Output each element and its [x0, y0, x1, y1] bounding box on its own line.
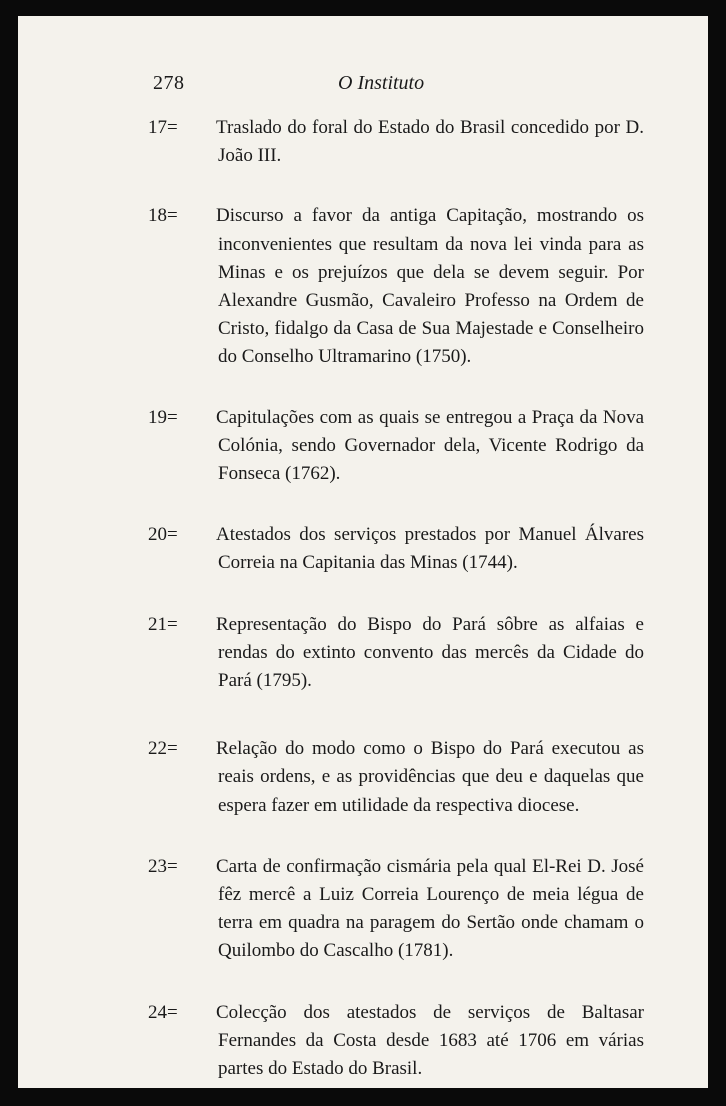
entry-text: Representação do Bispo do Pará sôbre as alfaias e rendas do extinto convento das mercês da Cidade do Pará (1795).	[216, 613, 644, 692]
running-title: O Instituto	[338, 72, 425, 94]
list-item	[148, 735, 644, 820]
list-item	[148, 114, 644, 170]
book-page	[18, 16, 708, 1088]
list-item	[148, 853, 644, 966]
list-item	[148, 521, 644, 577]
list-item	[148, 404, 644, 489]
entry-number: 18=	[148, 205, 178, 227]
list-item	[148, 202, 644, 371]
entry-list	[148, 114, 644, 1083]
entry-text: Discurso a favor da antiga Capitação, mostrando os inconvenientes que resultam da nova lei vinda para as Minas e os prejuízos que dela se devem seguir. Por Alexandre Gusmão, Cavaleiro Professo na Ordem de Cristo, fidalgo da Casa de Sua Majestade e Conselheiro do Conselho Ultramarino (1750).	[216, 205, 644, 368]
entry-text: Capitulações com as quais se entregou a Praça da Nova Colónia, sendo Governador dela, Vicente Rodrigo da Fonseca (1762).	[216, 406, 644, 485]
entry-number: 21=	[148, 613, 178, 635]
page-number: 278	[153, 72, 185, 94]
entry-number: 23=	[148, 855, 178, 877]
list-item	[148, 611, 644, 696]
entry-number: 22=	[148, 738, 178, 760]
entry-number: 19=	[148, 406, 178, 428]
entry-text: Colecção dos atestados de serviços de Baltasar Fernandes da Costa desde 1683 até 1706 em várias partes do Estado do Brasil.	[216, 1001, 644, 1080]
entry-number: 24=	[148, 1001, 178, 1023]
list-item	[148, 999, 644, 1084]
entry-text: Relação do modo como o Bispo do Pará executou as reais ordens, e as providências que deu e daquelas que espera fazer em utilidade da respectiva diocese.	[216, 738, 644, 816]
entry-text: Traslado do foral do Estado do Brasil concedido por D. João III.	[216, 117, 644, 167]
entry-text: Carta de confirmação cismária pela qual El-Rei D. José fêz mercê a Luiz Correia Lourenço de meia légua de terra em quadra na paragem do Sertão onde chamam o Quilombo do Cascalho (1781).	[216, 855, 644, 962]
entry-number: 20=	[148, 524, 178, 546]
entry-text: Atestados dos serviços prestados por Manuel Álvares Correia na Capitania das Minas (1744).	[216, 524, 644, 574]
entry-number: 17=	[148, 117, 178, 138]
